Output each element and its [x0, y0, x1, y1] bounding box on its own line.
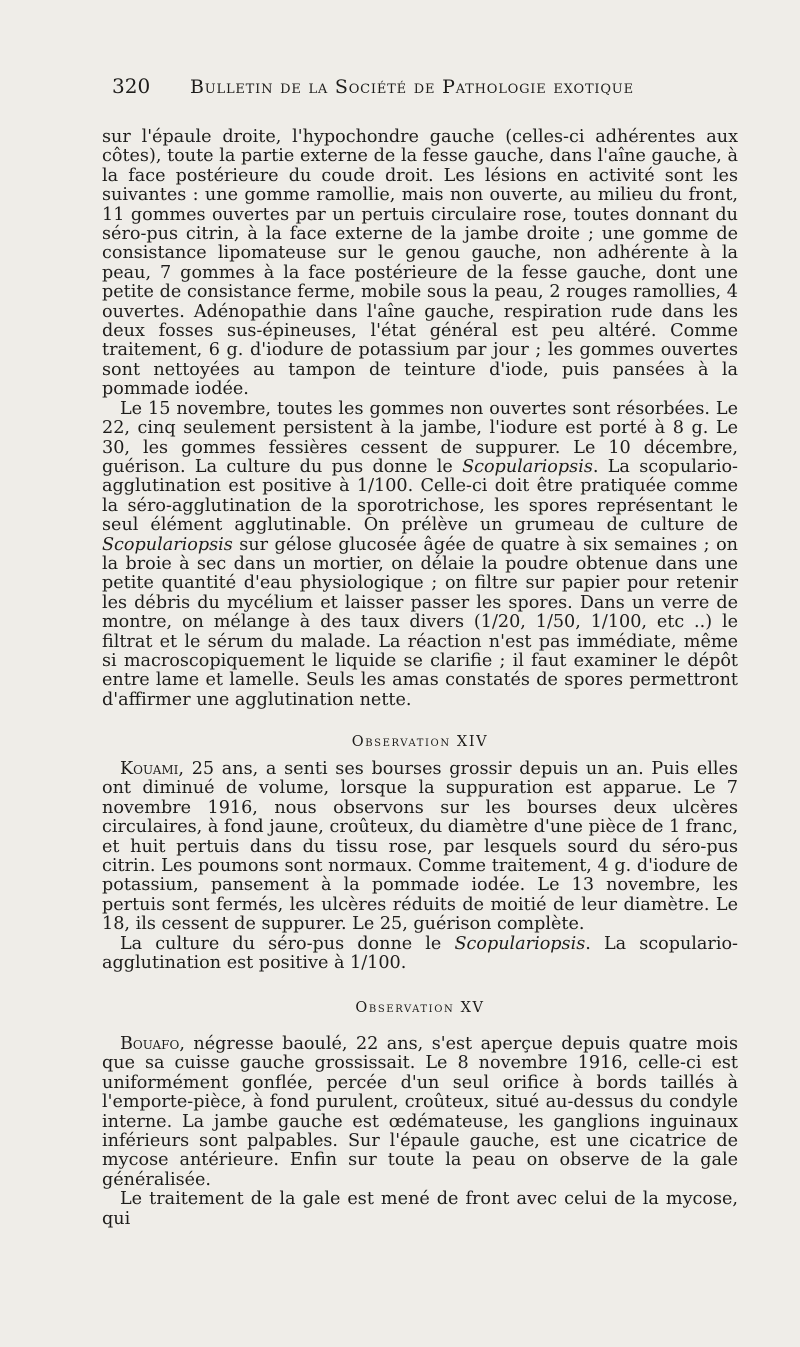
continuation-block — [102, 128, 738, 710]
observation-15-treatment: Le traitement de la gale est mené de front avec celui de la mycose, qui — [102, 1189, 738, 1229]
paragraph-continuation: sur l'épaule droite, l'hypochondre gauche (celles-ci adhérentes aux côtes), toute la partie externe de la fesse gauche, dans l'aîne gauche, à la face postérieure du coude droit. Les lésions en activité sont les suivantes : une gomme ramollie, mais non ouverte, au milieu du front, 11 gommes ouvertes par un pertuis circulaire rose, toutes donnant du séro-pus citrin, à la face externe de la jambe droite ; une gomme de consistance lipomateuse sur le genou gauche, non adhérente à la peau, 7 gommes à la face postérieure de la fesse gauche, dont une petite de consistance ferme, mobile sous la peau, 2 rouges ramollies, 4 ouvertes. Adénopathie dans l'aîne gauche, respiration rude dans les deux fosses sus-épineuses, l'état général est peu altéré. Comme traitement, 6 g. d'iodure de potassium par jour ; les gommes ouvertes sont nettoyées au tampon de teinture d'iode, puis pansées à la pommade iodée. — [102, 127, 738, 400]
observation-15-title: Observation XV — [355, 1000, 485, 1016]
observation-15-block — [102, 1035, 738, 1229]
page-header — [112, 72, 742, 106]
page-number: 320 — [112, 74, 151, 98]
observation-14-culture: La culture du séro-pus donne le Scopulariopsis. La scopulario-agglutination est positive à 1/100. — [102, 933, 738, 974]
patient-name: Kouami — [120, 759, 179, 779]
observation-14-paragraph: Kouami, 25 ans, a senti ses bourses grossir depuis un an. Puis elles ont diminué de volume, lorsque la suppuration est apparue. Le 7 novembre 1916, nous observons sur les bourses deux ulcères circulaires, à fond jaune, croûteux, du diamètre d'une pièce de 1 franc, et huit pertuis dans du tissu rose, par lesquels sourd du séro-pus citrin. Les poumons sont normaux. Comme traitement, 4 g. d'iodure de potassium, pansement à la pommade iodée. Le 13 novembre, les pertuis sont fermés, les ulcères réduits de moitié de leur diamètre. Le 18, ils cessent de suppurer. Le 25, guérison complète. — [102, 759, 738, 935]
species-name: Scopulariopsis — [462, 456, 593, 477]
species-name: Scopulariopsis — [454, 933, 586, 954]
observation-14-title: Observation XIV — [351, 734, 489, 750]
patient-name: Bouafo — [120, 1034, 180, 1054]
running-title: Bulletin de la Société de Pathologie exotique — [190, 76, 634, 98]
paragraph-treatment-results: Le 15 novembre, toutes les gommes non ouvertes sont résorbées. Le 22, cinq seulement persistent à la jambe, l'iodure est porté à 8 g. Le 30, les gommes fessières cessent de suppurer. Le 10 décembre, guérison. La culture du pus donne le Scopulariopsis. La scopulario-agglutination est positive à 1/100. Celle-ci doit être pratiquée comme la séro-agglutination de la sporotrichose, les spores représentant le seul élément agglutinable. On prélève un grumeau de culture de Scopulariopsis sur gélose glucosée âgée de quatre à six semaines ; on la broie à sec dans un mortier, on délaie la poudre obtenue dans une petite quantité d'eau physiologique ; on filtre sur papier pour retenir les débris du mycélium et laisser passer les spores. Dans un verre de montre, on mélange à des taux divers (1/20, 1/50, 1/100, etc ..) le filtrat et le sérum du malade. La réaction n'est pas immédiate, même si macroscopiquement le liquide se clarifie ; il faut examiner le dépôt entre lame et lamelle. Seuls les amas constatés de spores permettront d'affirmer une agglutination nette. — [102, 398, 738, 710]
observation-15-paragraph: Bouafo, négresse baoulé, 22 ans, s'est aperçue depuis quatre mois que sa cuisse gauche grossissait. Le 8 novembre 1916, celle-ci est uniformément gonflée, percée d'un seul orifice à bords taillés à l'emporte-pièce, à fond purulent, croûteux, situé au-dessus du condyle interne. La jambe gauche est œdémateuse, les ganglions inguinaux inférieurs sont palpables. Sur l'épaule gauche, est une cicatrice de mycose antérieure. Enfin sur toute la peau on observe de la gale généralisée. — [102, 1034, 738, 1190]
observation-14-block — [102, 760, 738, 973]
species-name: Scopulariopsis — [102, 534, 233, 555]
